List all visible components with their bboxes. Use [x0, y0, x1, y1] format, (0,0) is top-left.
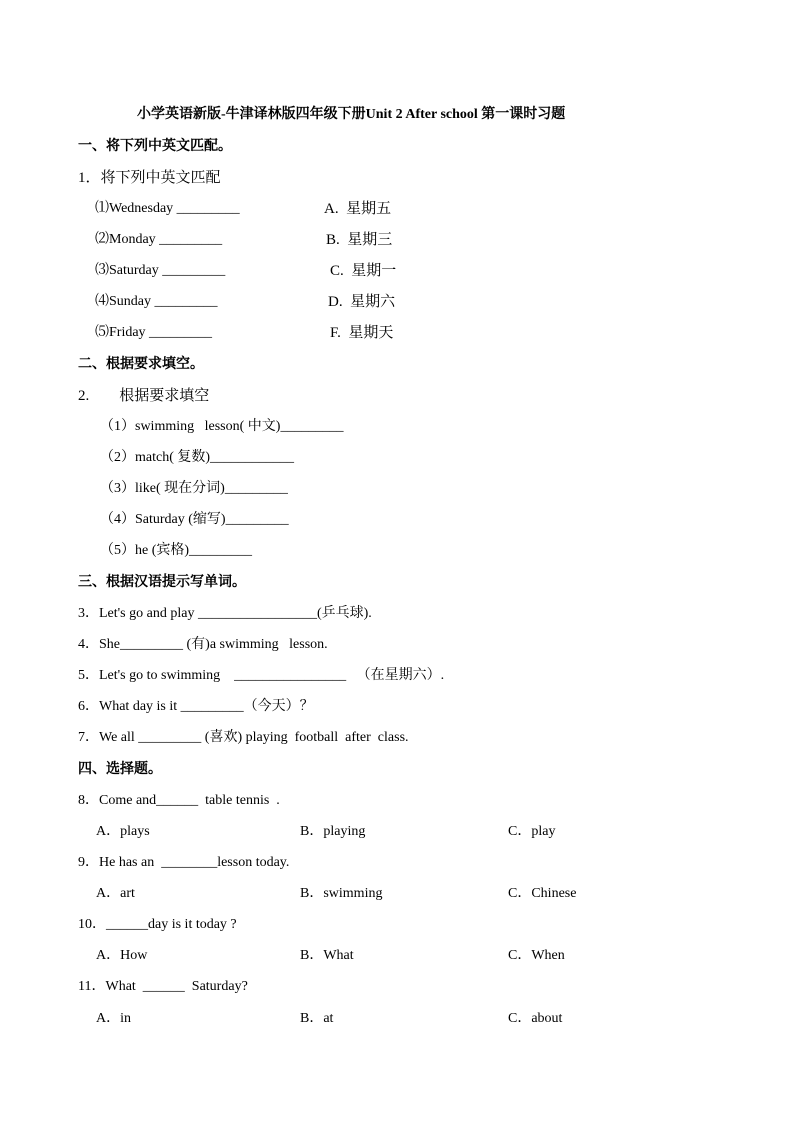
question-10-stem: 10．______day is it today ? [78, 917, 237, 932]
option-b: B．What [300, 948, 354, 963]
question-6: 6．What day is it _________（今天）？ [78, 699, 314, 714]
option-c: C．When [508, 948, 565, 963]
option-a: A．How [96, 948, 148, 963]
match-right-1: A. 星期五 [324, 201, 392, 217]
option-a: A．art [96, 886, 135, 901]
fill-item-1: （1）swimming lesson( 中文)_________ [100, 419, 344, 434]
section-heading-2: 二、根据要求填空。 [78, 357, 204, 372]
question-8-stem: 8．Come and______ table tennis . [78, 793, 280, 808]
question-5: 5．Let's go to swimming ________________ （在星期六）. [78, 668, 445, 683]
option-c: C．about [508, 1011, 563, 1026]
option-b: B．swimming [300, 886, 383, 901]
section-heading-4: 四、选择题。 [78, 762, 162, 777]
question-3: 3．Let's go and play _________________(乒乓球). [78, 606, 372, 621]
match-right-4: D. 星期六 [328, 294, 396, 310]
question-11-stem: 11．What ______ Saturday? [78, 979, 248, 994]
fill-item-3: （3）like( 现在分词)_________ [100, 481, 288, 496]
question-7: 7．We all _________ (喜欢) playing football after class. [78, 730, 409, 745]
match-right-5: F. 星期天 [330, 325, 394, 341]
match-left-2: ⑵Monday _________ [95, 232, 223, 247]
page-title: 小学英语新版-牛津译林版四年级下册Unit 2 After school 第一课时习题 [137, 107, 566, 122]
option-a: A．in [96, 1011, 131, 1026]
fill-item-4: （4）Saturday (缩写)_________ [100, 512, 289, 527]
question-1-stem: 1．将下列中英文匹配 [78, 170, 221, 186]
option-a: A．plays [96, 824, 150, 839]
fill-item-5: （5）he (宾格)_________ [100, 543, 253, 558]
question-9-stem: 9．He has an ________lesson today. [78, 855, 290, 870]
option-c: C．play [508, 824, 556, 839]
match-right-2: B. 星期三 [326, 232, 393, 248]
question-2-stem: 2. 根据要求填空 [78, 388, 210, 404]
option-b: B．at [300, 1011, 334, 1026]
match-right-3: C. 星期一 [330, 263, 397, 279]
match-left-3: ⑶Saturday _________ [95, 263, 226, 278]
section-heading-1: 一、将下列中英文匹配。 [78, 139, 232, 154]
match-left-5: ⑸Friday _________ [95, 325, 213, 340]
option-b: B．playing [300, 824, 366, 839]
fill-item-2: （2）match( 复数)____________ [100, 450, 295, 465]
option-c: C．Chinese [508, 886, 577, 901]
section-heading-3: 三、根据汉语提示写单词。 [78, 575, 246, 590]
match-left-4: ⑷Sunday _________ [95, 294, 218, 309]
question-4: 4．She_________ (有)a swimming lesson. [78, 637, 328, 652]
match-left-1: ⑴Wednesday _________ [95, 201, 240, 216]
